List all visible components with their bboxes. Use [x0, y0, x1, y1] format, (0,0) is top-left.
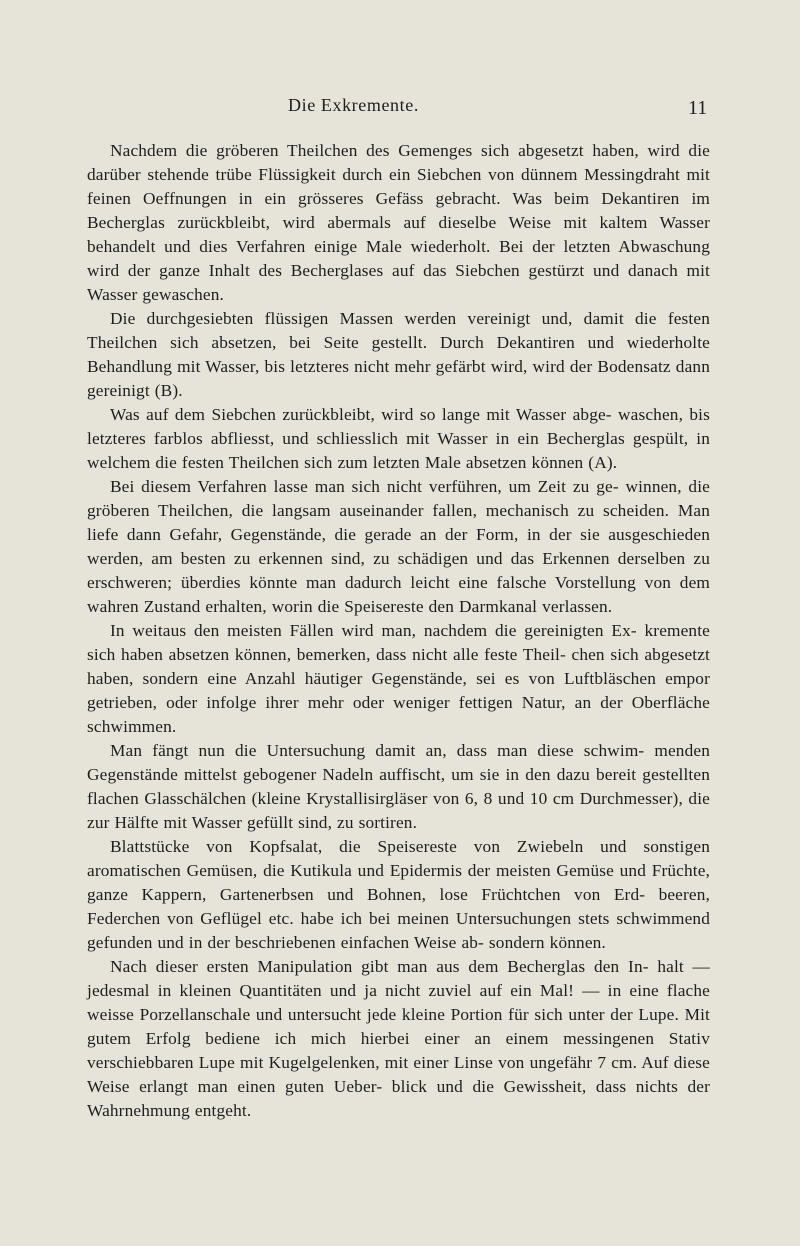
paragraph: Blattstücke von Kopfsalat, die Speisereste von Zwiebeln und sonstigen aromatischen Gemüsen, die Kutikula und Epidermis der meisten Gemüse und Früchte, ganze Kappern, Gartenerbsen und Bohnen, lose Früchtchen von Erd- beeren, Federchen von Geflügel etc. habe ich bei meinen Untersuchungen stets schwimmend gefunden und in der beschriebenen einfachen Weise ab- sondern können.	[87, 837, 710, 952]
page-header	[0, 91, 800, 119]
paragraph: In weitaus den meisten Fällen wird man, nachdem die gereinigten Ex- kremente sich haben absetzen können, bemerken, dass nicht alle feste Theil- chen sich abgesetzt haben, sondern eine Anzahl häutiger Gegenstände, sei es von Luftbläschen empor getrieben, oder infolge ihrer mehr oder weniger fettigen Natur, an der Oberfläche schwimmen.	[87, 621, 710, 736]
paragraph: Was auf dem Siebchen zurückbleibt, wird so lange mit Wasser abge- waschen, bis letzteres farblos abfliesst, und schliesslich mit Wasser in ein Becherglas gespült, in welchem die festen Theilchen sich zum letzten Male absetzen können (A).	[87, 405, 710, 472]
running-title: Die Exkremente.	[288, 95, 419, 115]
paragraph: Man fängt nun die Untersuchung damit an, dass man diese schwim- menden Gegenstände mittelst gebogener Nadeln auffischt, um sie in den dazu bereit gestellten flachen Glasschälchen (kleine Krystallisirgläser von 6, 8 und 10 cm Durchmesser), die zur Hälfte mit Wasser gefüllt sind, zu sortiren.	[87, 741, 710, 832]
page-number: 11	[688, 97, 708, 119]
paragraph: Nach dieser ersten Manipulation gibt man aus dem Becherglas den In- halt — jedesmal in kleinen Quantitäten und ja nicht zuviel auf ein Mal! — in eine flache weisse Porzellanschale und untersucht jede kleine Portion für sich unter der Lupe. Mit gutem Erfolg bediene ich mich hierbei einer an einem messingenen Stativ verschiebbaren Lupe mit Kugelgelenken, mit einer Linse von ungefähr 7 cm. Auf diese Weise erlangt man einen guten Ueber- blick und die Gewissheit, dass nichts der Wahrnehmung entgeht.	[87, 957, 710, 1120]
paragraph: Bei diesem Verfahren lasse man sich nicht verführen, um Zeit zu ge- winnen, die gröberen Theilchen, die langsam auseinander fallen, mechanisch zu scheiden. Man liefe dann Gefahr, Gegenstände, die gerade an der Form, in der sie ausgeschieden werden, am besten zu erkennen sind, zu schädigen und das Erkennen derselben zu erschweren; überdies könnte man dadurch leicht eine falsche Vorstellung von dem wahren Zustand erhalten, worin die Speisereste den Darmkanal verlassen.	[87, 477, 710, 616]
paragraph: Die durchgesiebten flüssigen Massen werden vereinigt und, damit die festen Theilchen sich absetzen, bei Seite gestellt. Durch Dekantiren und wiederholte Behandlung mit Wasser, bis letzteres nicht mehr gefärbt wird, wird der Bodensatz dann gereinigt (B).	[87, 309, 710, 400]
body-text	[87, 139, 710, 1123]
paragraph: Nachdem die gröberen Theilchen des Gemenges sich abgesetzt haben, wird die darüber stehende trübe Flüssigkeit durch ein Siebchen von dünnem Messingdraht mit feinen Oeffnungen in ein grösseres Gefäss gebracht. Was beim Dekantiren im Becherglas zurückbleibt, wird abermals auf dieselbe Weise mit kaltem Wasser behandelt und dies Verfahren einige Male wiederholt. Bei der letzten Abwaschung wird der ganze Inhalt des Becherglases auf das Siebchen gestürzt und danach mit Wasser gewaschen.	[87, 141, 710, 304]
